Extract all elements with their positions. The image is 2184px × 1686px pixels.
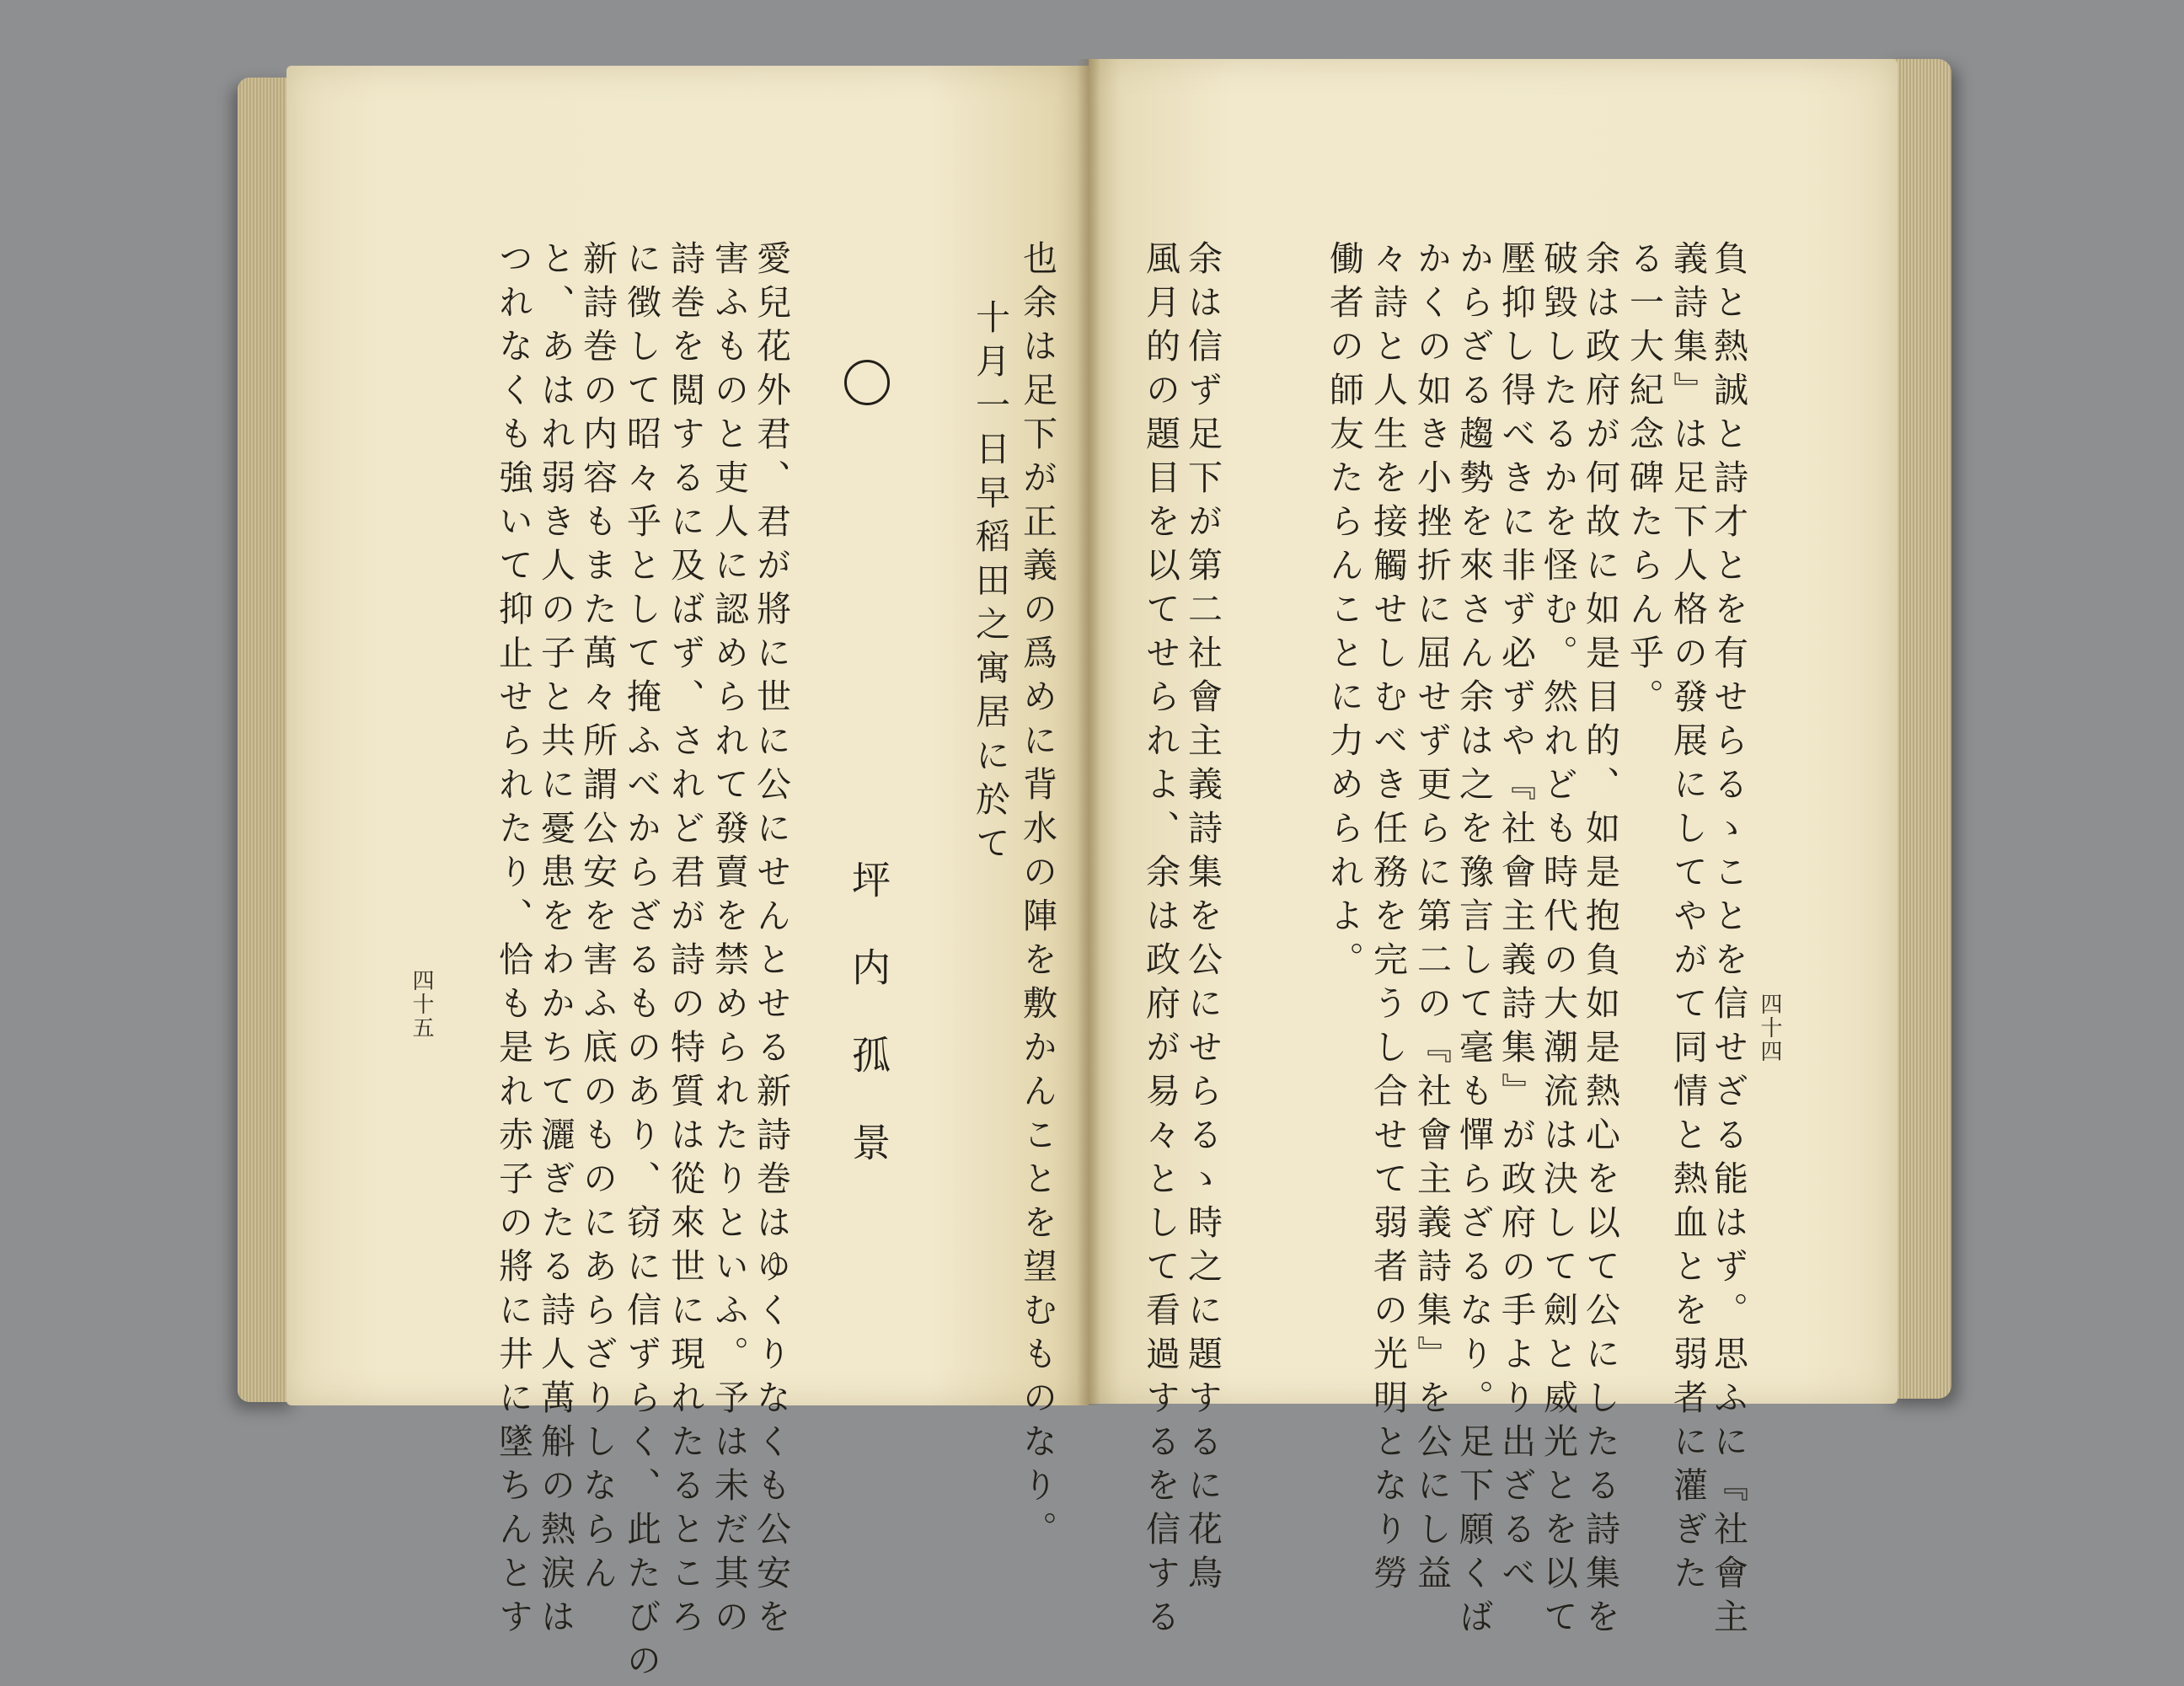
right-line: 風月的の題目を以てせられよ、余は政府が易々として看過するを信する (1140, 240, 1180, 1642)
section-heading: 坪内孤景 (846, 859, 891, 1210)
left-page-number: 四十五 (409, 969, 434, 1040)
right-line: る一大紀念碑たらん乎。 (1624, 240, 1664, 722)
right-line: 余は信ず足下が第二社會主義詩集を公にせらるゝ時之に題するに花鳥 (1182, 240, 1223, 1598)
left-line: つれなくも強いて抑止せられたり、恰も是れ赤子の將に井に墜ちんとす (493, 240, 533, 1642)
right-page-number: 四十四 (1757, 993, 1782, 1063)
section-circle-mark (844, 360, 890, 405)
left-line: 新詩巻の内容もまた萬々所謂公安を害ふ底のものにあらざりしならん (577, 240, 618, 1598)
right-line: 負と熱誠と詩才とを有せらるゝことを信せざる能はず。思ふに『社會主 (1708, 240, 1748, 1642)
left-line: 害ふものと吏人に認められて發賣を禁められたりといふ。予は未だ其の (709, 240, 749, 1642)
left-line: 詩巻を閲するに及ばず、されど君が詩の特質は從來世に現れたるところ (665, 240, 705, 1642)
right-line: 破毀したるかを怪む。然れども時代の大潮流は決して劍と威光とを以て (1538, 240, 1578, 1642)
left-line: に徴して昭々乎として掩ふべからざるものあり、窃に信ずらく、此たびの (621, 240, 661, 1686)
left-line: 也余は足下が正義の爲めに背水の陣を敷かんことを望むものなり。 (1017, 240, 1057, 1555)
right-line: 働者の師友たらんことに力められよ。 (1324, 240, 1364, 985)
right-line: 壓抑し得べきに非ず必ずや『社會主義詩集』が政府の手より出ざるべ (1496, 240, 1536, 1598)
book-gutter (1077, 59, 1100, 1405)
right-line: からざる趨勢を來さん余は之を豫言して毫も憚らざるなり。足下願くば (1453, 240, 1494, 1642)
right-line: かくの如き小挫折に屈せず更らに第二の『社會主義詩集』を公にし益 (1411, 240, 1452, 1598)
left-line: 十月一日早稻田之寓居に於て (970, 299, 1010, 869)
right-line: 々詩と人生を接觸せしむべき任務を完うし合せて弱者の光明となり勞 (1368, 240, 1408, 1598)
right-line: 余は政府が何故に如是目的、如是抱負如是熱心を以て公にしたる詩集を (1580, 240, 1620, 1642)
right-line: 義詩集』は足下人格の發展にしてやがて同情と熱血とを弱者に灌ぎた (1667, 240, 1708, 1598)
left-line: 愛兒花外君、君が將に世に公にせんとせる新詩巻はゆくりなくも公安を (751, 240, 791, 1642)
left-line: と、あはれ弱き人の子と共に憂患をわかちて灑ぎたる詩人萬斛の熱涙は (535, 240, 575, 1642)
